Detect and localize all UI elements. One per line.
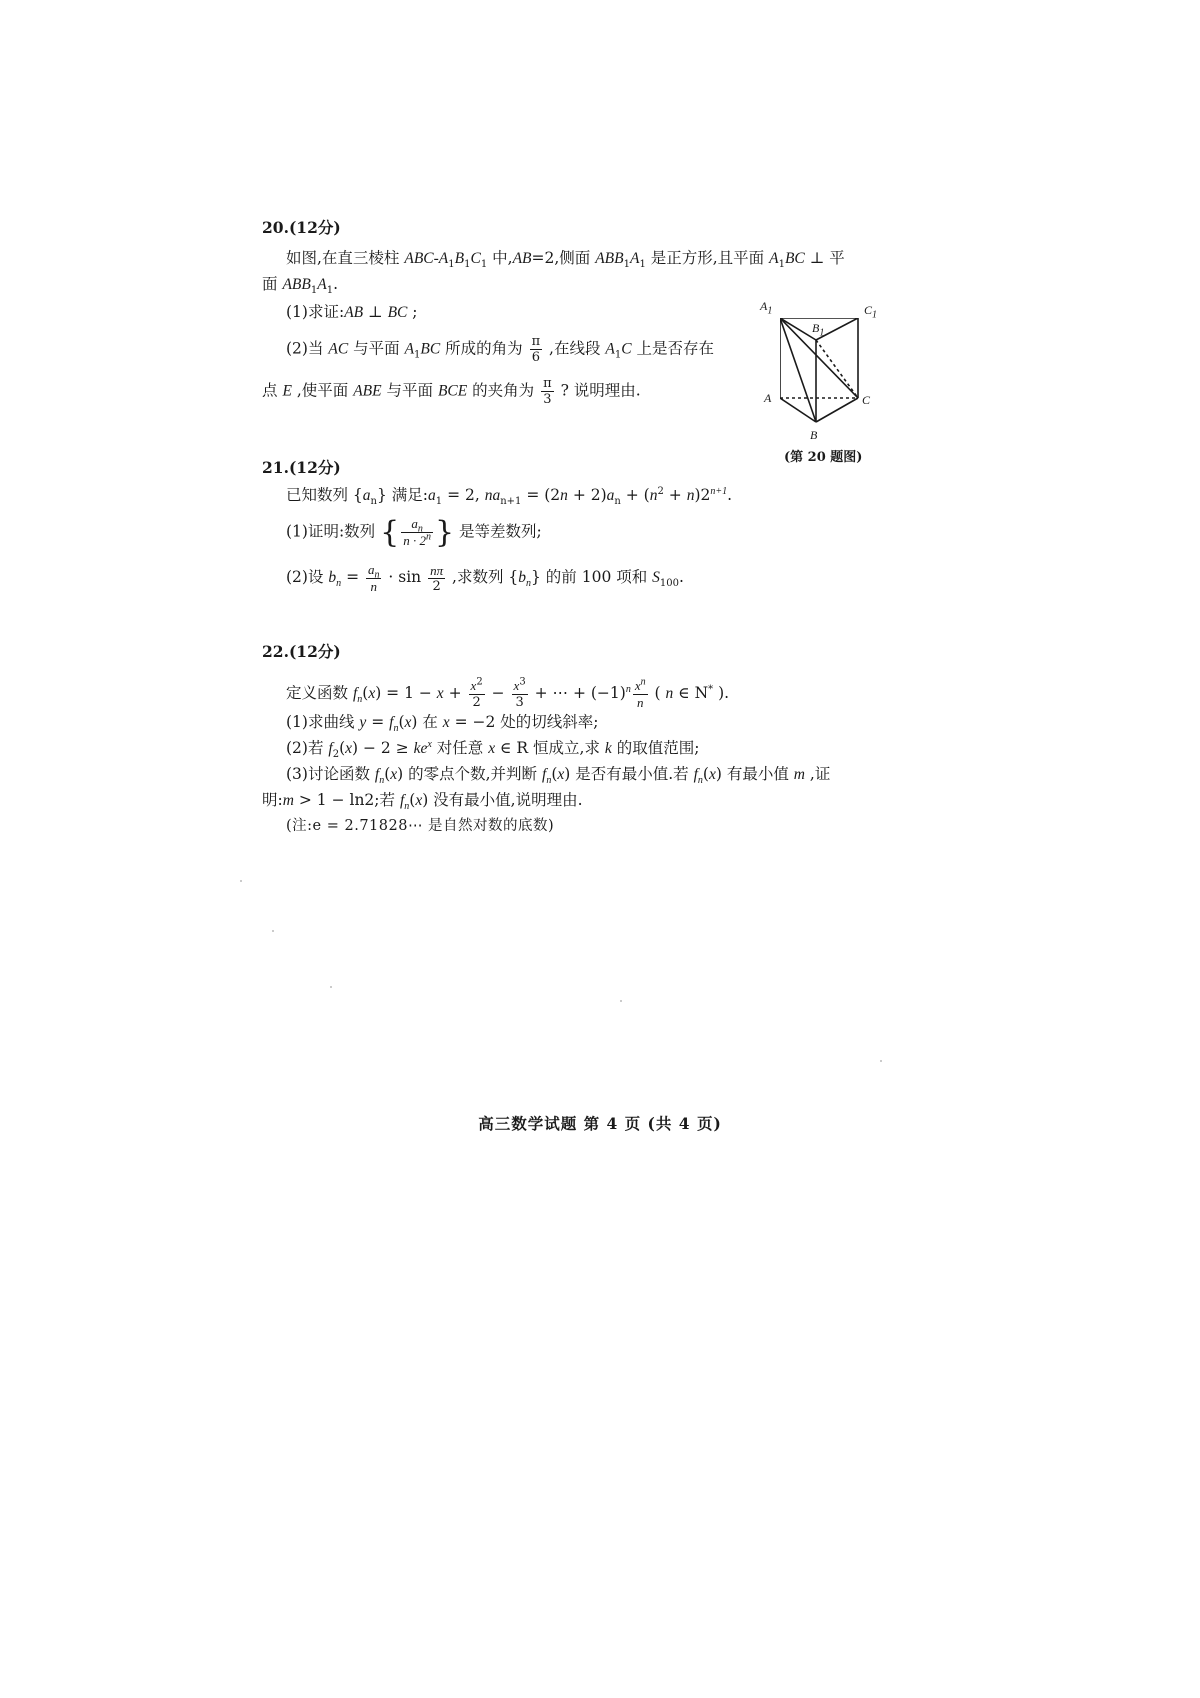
scan-speck bbox=[240, 880, 242, 882]
an-over-n2n-fraction: $\frac{a_n}{n \cdot 2^n}$ bbox=[403, 516, 431, 548]
pi-over-3-fraction: $\frac{\pi}{3}$ bbox=[543, 376, 552, 407]
prism-figure bbox=[780, 318, 880, 458]
q20-part2-cont: 点 E ,使平面 ABE 与平面 BCE 的夹角为 $\frac{\pi}{3}$ ? 说明理由. bbox=[262, 376, 641, 407]
segment-A1B bbox=[780, 318, 816, 422]
q20-part2: (2)当 AC 与平面 $A_1BC$ 所成的角为 $\frac{\pi}{6}$ ,在线段 $A_1C$ 上是否存在 bbox=[286, 334, 715, 365]
xn-over-n-fraction: $\frac{x^n}{n}$ bbox=[634, 676, 646, 710]
q21-part1: (1)证明:数列 { $\frac{a_n}{n \cdot 2^n}$ } 是等差数列; bbox=[286, 514, 542, 550]
segment-B1C-hidden bbox=[816, 340, 858, 398]
q20-part1: (1)求证:AB ⊥ BC ; bbox=[286, 303, 418, 321]
scan-speck bbox=[620, 1000, 622, 1002]
x3-over-3-fraction: $\frac{x^3}{3}$ bbox=[513, 676, 526, 710]
vertex-label-C1: $C_1$ bbox=[864, 303, 878, 321]
q21-heading: 21.(12分) bbox=[262, 458, 341, 477]
vertex-label-C: C bbox=[862, 393, 871, 407]
page-footer: 高三数学试题 第 4 页 (共 4 页) bbox=[478, 1114, 722, 1133]
q20-stem-line1: 如图,在直三棱柱 ABC-$A_1B_1C_1$ 中,AB=2,侧面 $ABB_1A_1$ 是正方形,且平面 $A_1BC$ ⊥ 平 bbox=[286, 249, 845, 271]
pi-over-6-fraction: $\frac{\pi}{6}$ bbox=[531, 334, 541, 365]
q22-part3-cont: 明:m > 1 − ln2;若 $f_n(x)$ 没有最小值,说明理由. bbox=[262, 791, 583, 813]
q20-stem-line2: 面 $ABB_1A_1$. bbox=[262, 275, 338, 297]
scan-speck bbox=[880, 1060, 882, 1062]
x2-over-2-fraction: $\frac{x^2}{2}$ bbox=[470, 676, 483, 710]
q22-stem: 定义函数 $f_n(x) = 1 - x$ + $\frac{x^2}{2}$ − $\frac{x^3}{3}$ + ⋯ + $(-1)^n$ $\frac{x^n}{n}$ ( n ∈ N* ). bbox=[286, 676, 730, 710]
q22-part1: (1)求曲线 $y = f_n(x)$ 在 x = −2 处的切线斜率; bbox=[286, 713, 599, 735]
q21-stem: 已知数列 $\{a_n\}$ 满足$:a_1 = 2$, $na_{n+1} = (2n + 2)a_n + (n^2 + n)2^{n+1}$. bbox=[286, 485, 733, 508]
vertex-label-A1: $A_1$ bbox=[760, 299, 773, 317]
q22-part2: (2)若 $f_2(x) - 2 \ge ke^x$ 对任意 x ∈ R 恒成立,求 k 的取值范围; bbox=[286, 738, 700, 761]
edge-AB bbox=[780, 398, 816, 422]
q21-part2: (2)设 $b_n$ = $\frac{a_n}{n}$ · sin $\frac{n\pi}{2}$ ,求数列 $\{b_n\}$ 的前 100 项和 $S_{100}$. bbox=[286, 562, 684, 594]
q22-heading: 22.(12分) bbox=[262, 642, 341, 661]
vertex-label-A: A bbox=[764, 391, 772, 405]
scan-speck bbox=[272, 930, 274, 932]
q22-part3: (3)讨论函数 $f_n(x)$ 的零点个数,并判断 $f_n(x)$ 是否有最小值.若 $f_n(x)$ 有最小值 m ,证 bbox=[286, 765, 831, 787]
figure-caption: (第 20 题图) bbox=[784, 450, 863, 465]
edge-BC bbox=[816, 398, 858, 422]
right-brace: } bbox=[434, 514, 455, 550]
npi-over-2-fraction: $\frac{n\pi}{2}$ bbox=[430, 562, 444, 594]
an-over-n-fraction: $\frac{a_n}{n}$ bbox=[367, 562, 380, 594]
vertex-label-B1: $B_1$ bbox=[812, 321, 825, 339]
left-brace: { bbox=[380, 514, 400, 550]
vertex-label-B: B bbox=[810, 428, 818, 442]
q20-heading: 20.(12分) bbox=[262, 218, 341, 237]
scan-speck bbox=[330, 986, 332, 988]
q22-note: (注:e = 2.71828⋯ 是自然对数的底数) bbox=[286, 818, 555, 834]
